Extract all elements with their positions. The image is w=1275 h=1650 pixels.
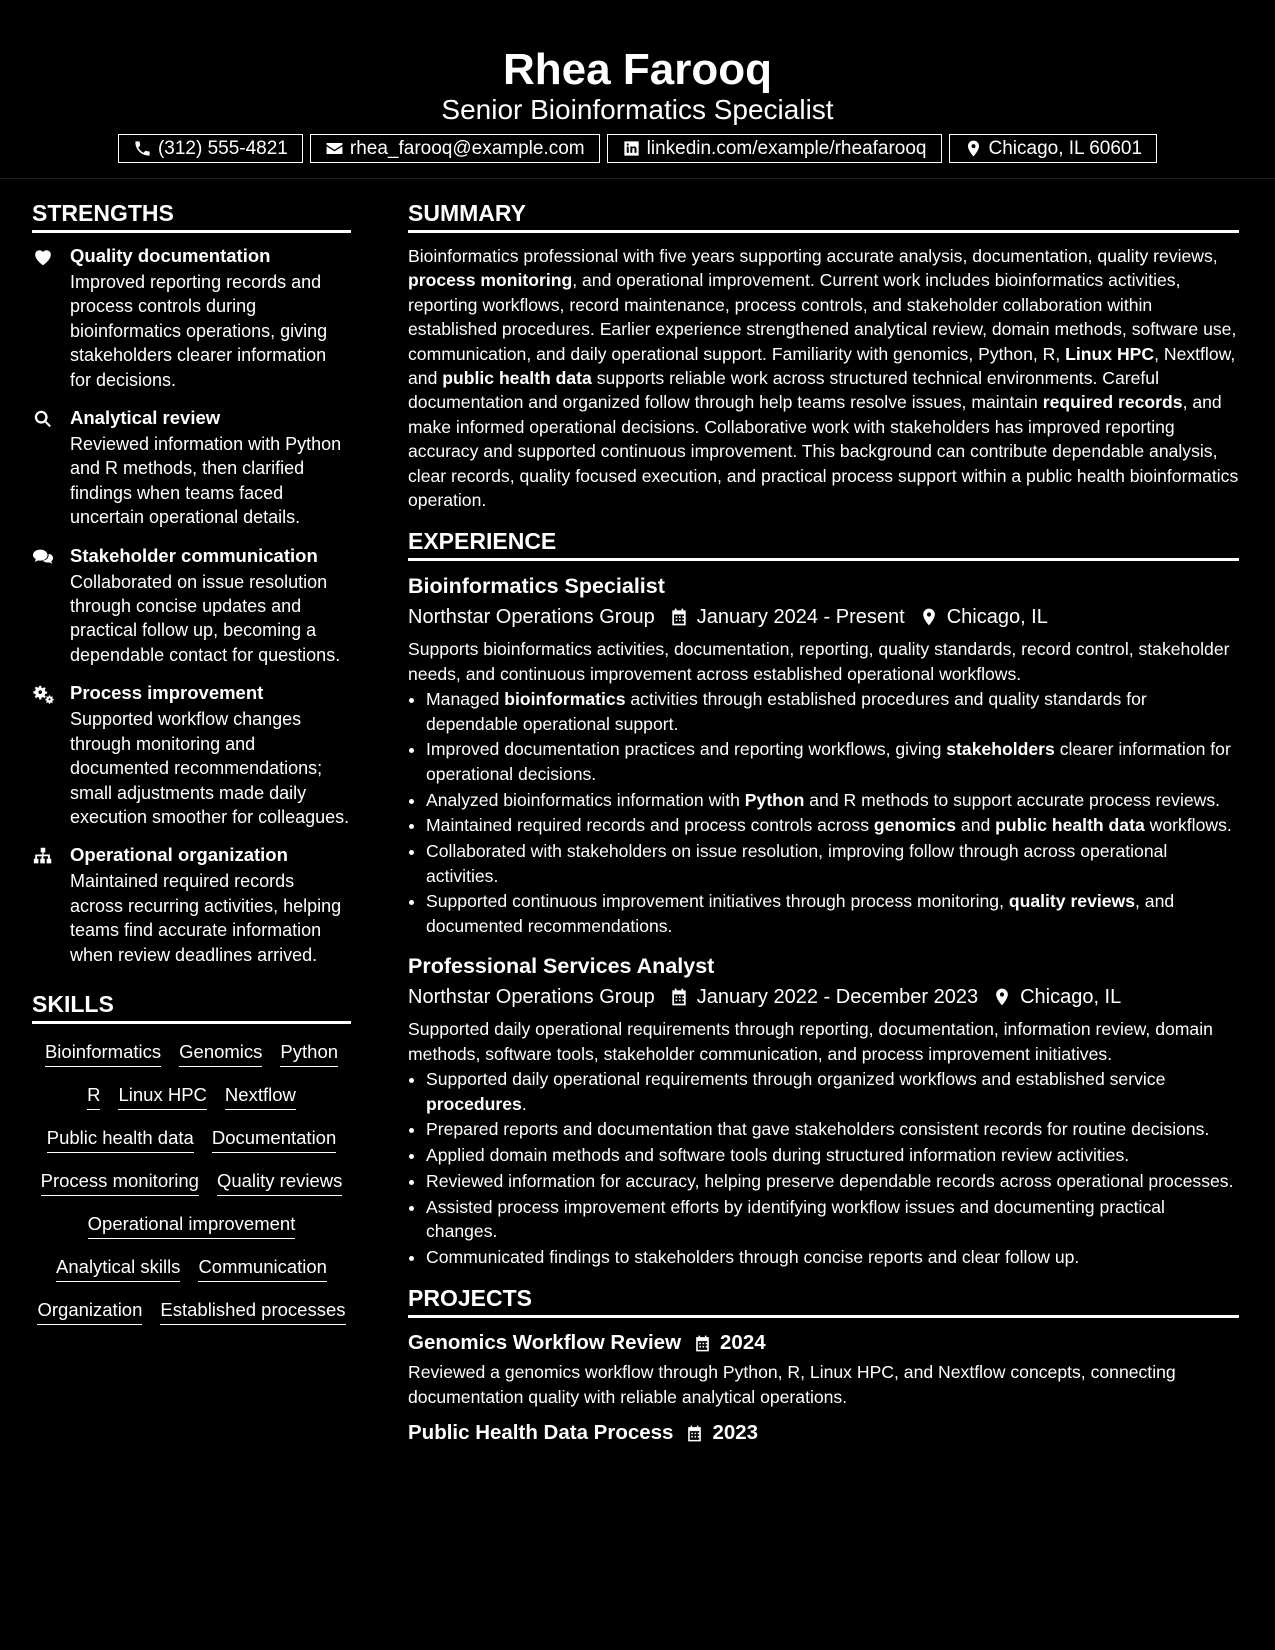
bold-keyword: public health data (995, 815, 1145, 836)
job-bullets (408, 687, 1239, 938)
comments-icon (32, 546, 54, 568)
bold-keyword: Python (744, 789, 805, 810)
bold-keyword: stakeholders (946, 739, 1055, 760)
skills-heading: SKILLS (32, 989, 351, 1024)
strength-item (32, 544, 351, 668)
left-column (32, 198, 351, 1325)
project-entry (408, 1419, 1239, 1447)
contact-bar (0, 134, 1275, 163)
strength-item (32, 406, 351, 530)
list-item (426, 1067, 1239, 1116)
project-header (408, 1329, 1239, 1357)
experience-list (408, 572, 1239, 1269)
phone-icon (133, 139, 152, 158)
skill-tag: Linux HPC (118, 1083, 206, 1110)
experience-heading: EXPERIENCE (408, 526, 1239, 561)
gears-icon (32, 683, 54, 705)
list-item (426, 1245, 1239, 1269)
skill-tag: Genomics (179, 1040, 262, 1067)
calendar-icon (685, 1424, 704, 1443)
skill-tag: Analytical skills (56, 1255, 180, 1282)
summary-heading: SUMMARY (408, 198, 1239, 233)
text-segment: Applied domain methods and software tools during structured information review activities. (426, 1145, 1130, 1166)
bold-keyword: process monitoring (408, 270, 573, 291)
envelope-icon (325, 139, 344, 158)
job-dates: January 2024 - Present (696, 606, 905, 629)
list-item (426, 737, 1239, 786)
contact-phone-text: (312) 555-4821 (157, 137, 288, 159)
linkedin-icon (622, 139, 641, 158)
skill-tag: Established processes (160, 1298, 345, 1325)
project-description: Reviewed a genomics workflow through Python, R, Linux HPC, and Nextflow concepts, connecting documentation quality with reliable analytical operations. (408, 1362, 1176, 1407)
contact-email[interactable] (310, 134, 600, 163)
contact-location (949, 134, 1158, 163)
text-segment: , and operational improvement. Current work includes bioinformatics activities, reporting workflows, record maintenance, process controls, and stakeholder collaboration within established procedures. Earlier experience strengthened analytical review, domain methods, software use, communication, and daily operational support. Familiarity with genomics, Python, R, (408, 270, 1237, 364)
job-entry (408, 572, 1239, 938)
summary-text (408, 244, 1239, 512)
text-segment: , Nextflow, and (408, 343, 1236, 389)
text-segment: Improved documentation practices and reporting workflows, giving (426, 739, 947, 760)
strength-item (32, 843, 351, 967)
text-segment: , and documented recommendations. (426, 891, 1175, 936)
projects-list (408, 1329, 1239, 1447)
map-pin-icon (992, 987, 1012, 1007)
calendar-icon (693, 1334, 712, 1353)
text-segment: Analyzed bioinformatics information with (426, 789, 745, 810)
calendar-icon (669, 987, 689, 1007)
map-pin-icon (919, 607, 939, 627)
job-company: Northstar Operations Group (408, 606, 655, 629)
text-segment: Bioinformatics professional with five years supporting accurate analysis, documentation, quality reviews, (408, 246, 1218, 266)
project-year: 2024 (720, 1331, 766, 1355)
text-segment: , and make informed operational decisions. Collaborative work with stakeholders has improved reporting accuracy and supported continuous improvement. This background can contribute dependable analysis, clear records, quality focused execution, and practical process support within a public health bioinformatics operation. (408, 392, 1239, 511)
bold-keyword: procedures (426, 1093, 522, 1114)
job-location: Chicago, IL (1020, 986, 1122, 1009)
list-item (426, 813, 1239, 837)
list-item (426, 889, 1239, 938)
strength-desc: Reviewed information with Python and R methods, then clarified findings when teams faced uncertain operational details. (70, 434, 342, 528)
job-meta (408, 603, 1239, 631)
text-segment: supports reliable work across structured technical environments. Careful documentation and organized follow through help teams resolve issues, maintain (408, 368, 1159, 413)
text-segment: Supported daily operational requirements through organized workflows and established service (426, 1069, 1166, 1090)
text-segment: workflows. (1144, 815, 1232, 836)
project-header (408, 1419, 1239, 1447)
skill-tag: R (87, 1083, 100, 1110)
resume-header (0, 0, 1275, 179)
text-segment: Collaborated with stakeholders on issue resolution, improving follow through across operational activities. (426, 841, 1168, 886)
heart-icon (32, 246, 54, 268)
project-year: 2023 (712, 1421, 759, 1445)
list-item (426, 1143, 1239, 1167)
bold-keyword: genomics (873, 815, 957, 836)
contact-email-text: rhea_farooq@example.com (349, 137, 585, 159)
strength-title: Quality documentation (70, 245, 271, 266)
right-column (408, 198, 1239, 1447)
job-title: Professional Services Analyst (408, 954, 715, 979)
text-segment: Reviewed information for accuracy, helping preserve dependable records across operational processes. (426, 1170, 1234, 1191)
skill-tag: Python (280, 1040, 338, 1067)
job-location: Chicago, IL (946, 606, 1048, 629)
job-entry (408, 952, 1239, 1269)
project-title: Genomics Workflow Review (408, 1331, 682, 1355)
candidate-title: Senior Bioinformatics Specialist (441, 94, 834, 125)
text-segment: and R methods to support accurate process reviews. (804, 789, 1221, 810)
strength-title: Process improvement (70, 682, 264, 704)
list-item (426, 1117, 1239, 1141)
strength-item (32, 244, 351, 392)
text-segment: Assisted process improvement efforts by identifying workflow issues and documenting practical changes. (426, 1196, 1165, 1242)
skill-tag: Communication (198, 1255, 327, 1282)
skill-tag: Process monitoring (41, 1169, 199, 1196)
text-segment: and (956, 815, 996, 836)
text-segment: . (521, 1093, 527, 1114)
text-segment: Managed (426, 689, 505, 710)
sitemap-icon (32, 845, 54, 867)
skill-tag: Public health data (47, 1126, 194, 1153)
calendar-icon (669, 607, 689, 627)
job-description: Supports bioinformatics activities, documentation, reporting, quality standards, record control, stakeholder needs, and continuous improvement across established operational workflows. (408, 639, 1230, 684)
skill-tag: Operational improvement (88, 1212, 296, 1239)
skill-tag: Quality reviews (217, 1169, 342, 1196)
text-segment: activities through established procedures and quality standards for dependable operational support. (426, 689, 1147, 734)
strength-desc: Collaborated on issue resolution through concise updates and practical follow up, becoming a dependable contact for questions. (70, 571, 341, 665)
list-item (426, 1195, 1239, 1244)
text-segment: Communicated findings to stakeholders through concise reports and clear follow up. (426, 1246, 1080, 1267)
job-meta (408, 983, 1239, 1011)
text-segment: Supported continuous improvement initiatives through process monitoring, (426, 891, 1009, 912)
list-item (426, 687, 1239, 736)
skill-tag: Documentation (212, 1126, 336, 1153)
strength-desc: Supported workflow changes through monitoring and documented recommendations; small adjustments made daily execution smoother for colleagues. (70, 709, 350, 827)
job-company: Northstar Operations Group (408, 986, 655, 1009)
skill-tag: Bioinformatics (45, 1040, 161, 1067)
bold-keyword: public health data (442, 368, 592, 389)
strength-title: Stakeholder communication (70, 544, 318, 566)
list-item (426, 1169, 1239, 1193)
candidate-name: Rhea Farooq (503, 45, 772, 94)
bold-keyword: quality reviews (1008, 891, 1136, 912)
text-segment: clearer information for operational decisions. (426, 739, 1231, 784)
map-pin-icon (964, 139, 983, 158)
job-bullets (408, 1067, 1239, 1269)
text-segment: Maintained required records and process controls across (426, 815, 874, 836)
contact-location-text: Chicago, IL 60601 (988, 137, 1143, 159)
projects-heading: PROJECTS (408, 1283, 1239, 1318)
list-item (426, 839, 1239, 888)
strength-item (32, 681, 351, 829)
project-title: Public Health Data Process (408, 1421, 674, 1445)
bold-keyword: bioinformatics (504, 689, 626, 710)
skill-tag: Nextflow (225, 1083, 296, 1110)
text-segment: Prepared reports and documentation that gave stakeholders consistent records for routine decisions. (426, 1119, 1210, 1140)
strength-title: Operational organization (70, 844, 288, 866)
job-title: Bioinformatics Specialist (408, 574, 665, 599)
job-dates: January 2022 - December 2023 (696, 986, 979, 1009)
contact-linkedin[interactable] (607, 134, 942, 163)
search-icon (32, 408, 54, 430)
bold-keyword: Linux HPC (1065, 343, 1155, 364)
strength-title: Analytical review (70, 407, 221, 429)
bold-keyword: required records (1042, 392, 1183, 413)
strength-desc: Improved reporting records and process controls during bioinformatics operations, giving stakeholders clearer information for decisions. (70, 272, 328, 390)
strengths-heading: STRENGTHS (32, 198, 351, 233)
job-description: Supported daily operational requirements through reporting, documentation, information review, domain methods, software tools, stakeholder communication, and process improvement initiatives. (408, 1019, 1213, 1064)
strength-desc: Maintained required records across recurring activities, helping teams find accurate information when review deadlines arrived. (70, 871, 342, 965)
contact-linkedin-text: linkedin.com/example/rheafarooq (646, 137, 927, 159)
contact-phone[interactable] (118, 134, 303, 163)
project-entry (408, 1329, 1239, 1409)
list-item (426, 788, 1239, 812)
skill-tag: Organization (37, 1298, 142, 1325)
skills-list (32, 1040, 351, 1325)
